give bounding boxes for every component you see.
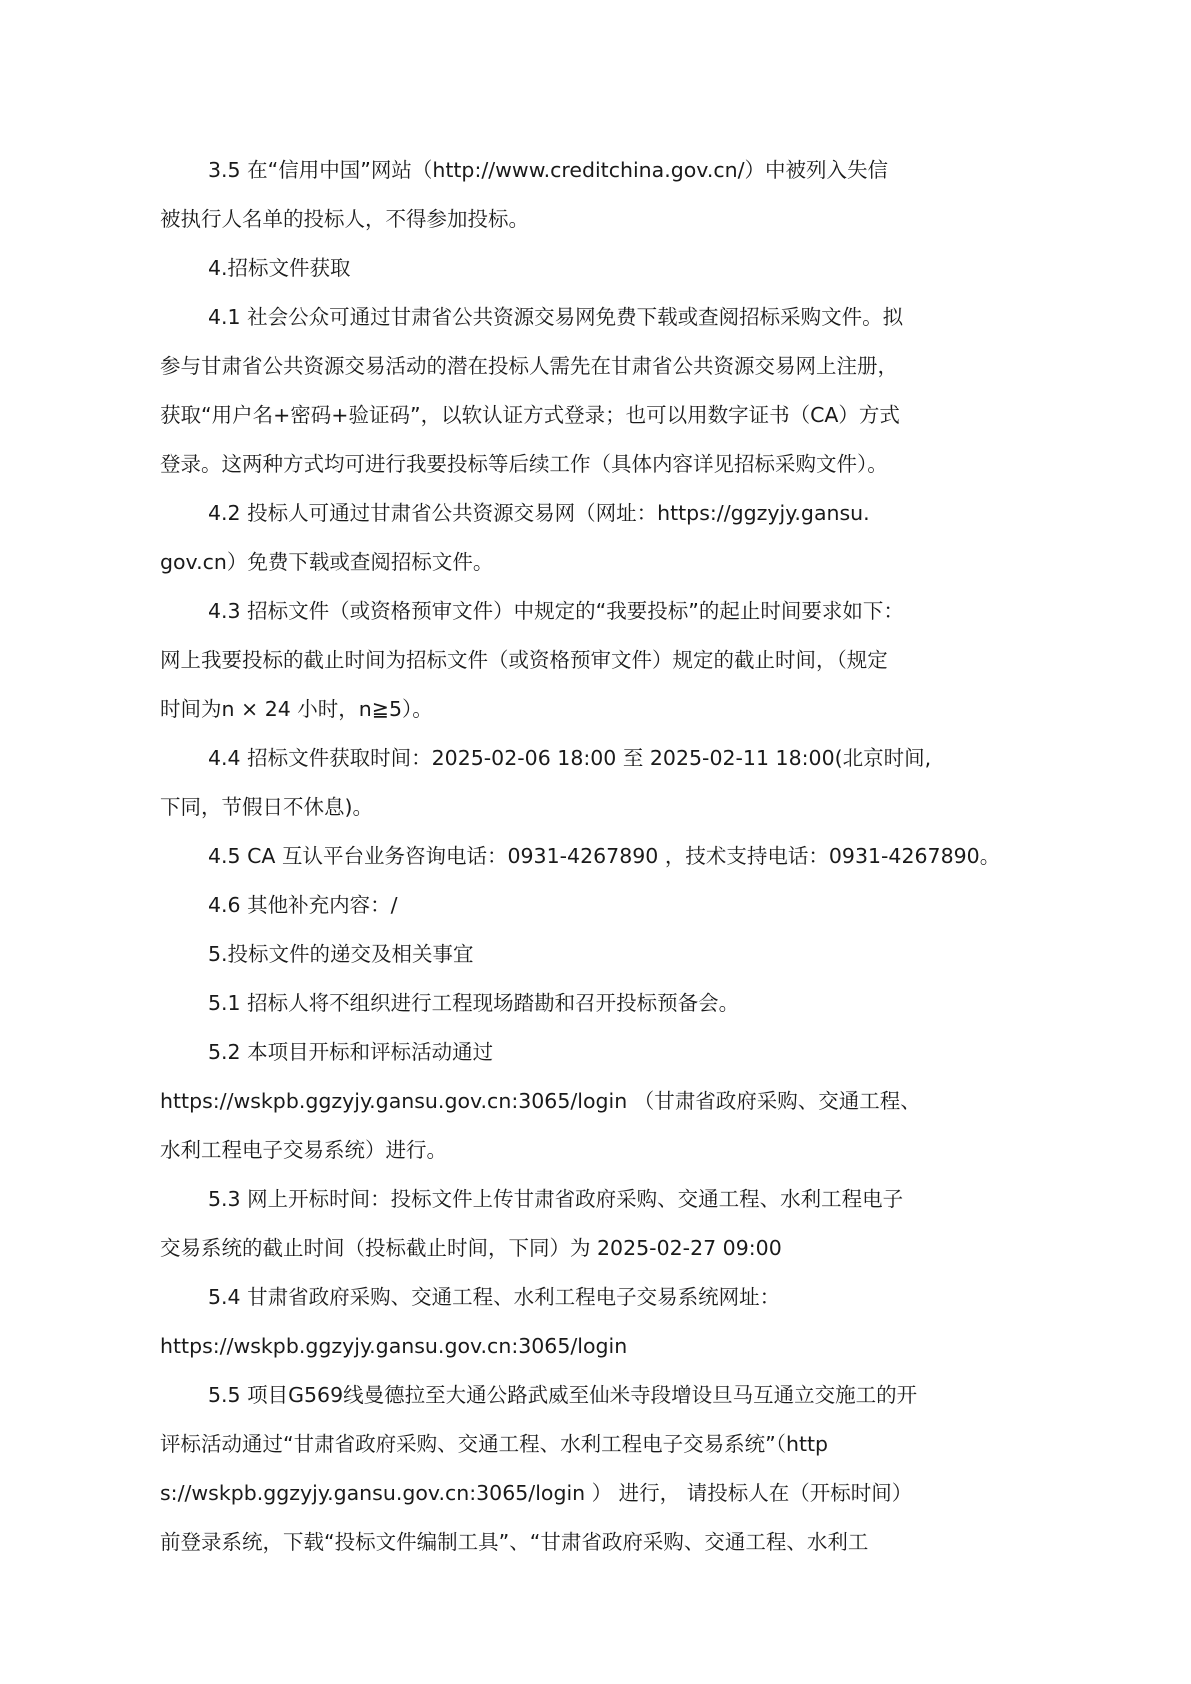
clause-line: 水利工程电子交易系统）进行。 [160, 1138, 447, 1162]
clause-line: 5.2 本项目开标和评标活动通过 [208, 1040, 494, 1064]
clause-line: 交易系统的截止时间（投标截止时间，下同）为 2025-02-27 09:00 [160, 1236, 782, 1260]
clause-line: 前登录系统，下载“投标文件编制工具”、“甘肃省政府采购、交通工程、水利工 [160, 1530, 869, 1554]
clause-4-4 [160, 734, 1030, 832]
heading-line: 4.招标文件获取 [208, 256, 351, 280]
clause-line: 3.5 在“信用中国”网站（http://www.creditchina.gov.cn/）中被列入失信 [208, 158, 889, 182]
clause-5-1 [160, 979, 1030, 1028]
clause-4-6 [160, 881, 1030, 930]
clause-line: 4.2 投标人可通过甘肃省公共资源交易网（网址：https://ggzyjy.gansu. [208, 501, 870, 525]
clause-line: https://wskpb.ggzyjy.gansu.gov.cn:3065/login （甘肃省政府采购、交通工程、 [160, 1089, 921, 1113]
clause-line: 4.1 社会公众可通过甘肃省公共资源交易网免费下载或查阅招标采购文件。拟 [208, 305, 904, 329]
clause-line: 参与甘肃省公共资源交易活动的潜在投标人需先在甘肃省公共资源交易网上注册， [160, 354, 898, 378]
heading-line: 5.投标文件的递交及相关事宜 [208, 942, 474, 966]
clause-line: 评标活动通过“甘肃省政府采购、交通工程、水利工程电子交易系统”（http [160, 1432, 829, 1456]
clause-5-3 [160, 1175, 1030, 1273]
clause-line: 5.5 项目G569线曼德拉至大通公路武威至仙米寺段增设旦马互通立交施工的开 [208, 1383, 918, 1407]
clause-line: 4.3 招标文件（或资格预审文件）中规定的“我要投标”的起止时间要求如下： [208, 599, 904, 623]
clause-5-2 [160, 1028, 1030, 1175]
clause-line: 网上我要投标的截止时间为招标文件（或资格预审文件）规定的截止时间，（规定 [160, 648, 888, 672]
section-heading-4 [160, 244, 1030, 293]
clause-line: 4.5 CA 互认平台业务咨询电话：0931-4267890 ，技术支持电话：0931-4267890。 [208, 844, 1001, 868]
clause-5-4 [160, 1273, 1030, 1371]
clause-line: 时间为n × 24 小时，n≧5）。 [160, 697, 433, 721]
clause-3-5 [160, 146, 1030, 244]
clause-4-2 [160, 489, 1030, 587]
clause-line: 5.4 甘肃省政府采购、交通工程、水利工程电子交易系统网址： [208, 1285, 781, 1309]
clause-5-5 [160, 1371, 1030, 1567]
clause-4-5 [160, 832, 1030, 881]
clause-line: 5.1 招标人将不组织进行工程现场踏勘和召开投标预备会。 [208, 991, 740, 1015]
clause-line: 获取“用户名+密码+验证码”，以软认证方式登录；也可以用数字证书（CA）方式 [160, 403, 900, 427]
clause-line: https://wskpb.ggzyjy.gansu.gov.cn:3065/login [160, 1334, 628, 1358]
document-body [160, 146, 1030, 1567]
clause-line: 4.6 其他补充内容：/ [208, 893, 398, 917]
clause-line: s://wskpb.ggzyjy.gansu.gov.cn:3065/login ） 进行， 请投标人在（开标时间） [160, 1481, 913, 1505]
section-heading-5 [160, 930, 1030, 979]
clause-4-3 [160, 587, 1030, 734]
clause-4-1 [160, 293, 1030, 489]
clause-line: 4.4 招标文件获取时间：2025-02-06 18:00 至 2025-02-11 18:00(北京时间, [208, 746, 932, 770]
clause-line: 登录。这两种方式均可进行我要投标等后续工作（具体内容详见招标采购文件）。 [160, 452, 888, 476]
clause-line: 下同，节假日不休息)。 [160, 795, 373, 819]
clause-line: 被执行人名单的投标人，不得参加投标。 [160, 207, 529, 231]
clause-line: 5.3 网上开标时间：投标文件上传甘肃省政府采购、交通工程、水利工程电子 [208, 1187, 904, 1211]
clause-line: gov.cn）免费下载或查阅招标文件。 [160, 550, 494, 574]
